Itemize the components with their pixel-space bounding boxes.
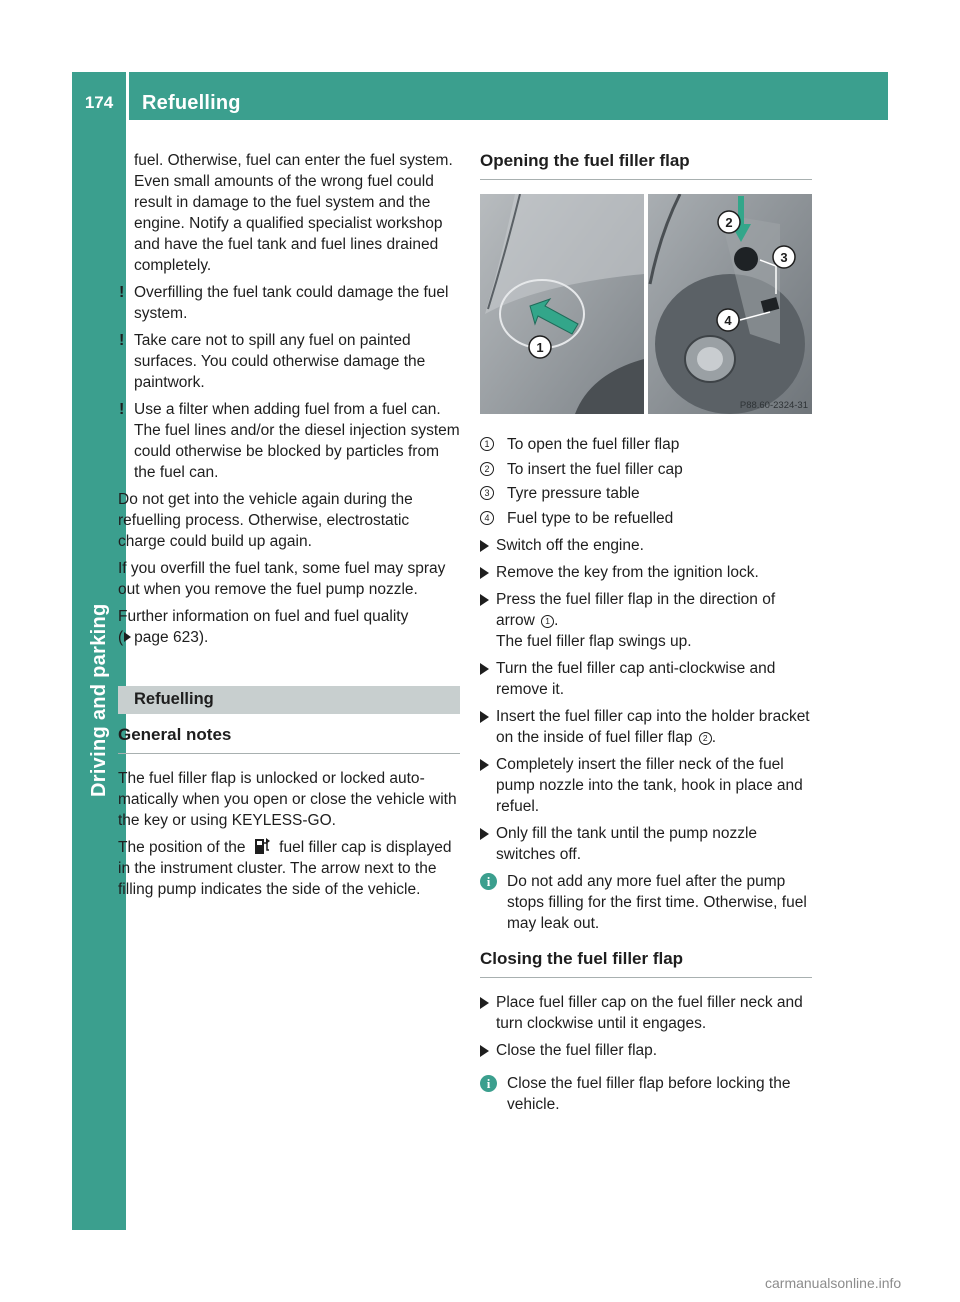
legend-number: 4	[480, 511, 494, 525]
step-item	[480, 562, 812, 583]
paragraph	[118, 837, 460, 900]
paragraph: The fuel filler flap is unlocked or locked automatically when you open or close the vehicle with the key or using KEYLESS-GO.	[118, 770, 457, 829]
section-heading: Refuelling	[118, 686, 460, 714]
opening-heading: Opening the fuel filler flap	[480, 150, 812, 180]
info-item	[480, 871, 812, 934]
warning-item	[118, 399, 460, 483]
warning-text: Use a filter when adding fuel from a fuel can. The fuel lines and/or the diesel injection system could otherwise be blocked by particles from the fuel can.	[134, 401, 460, 481]
step-text: Completely insert the filler neck of the fuel pump nozzle into the tank, hook in place and refuel.	[496, 755, 803, 815]
warning-text: Take care not to spill any fuel on painted surfaces. You could otherwise damage the paintwork.	[134, 332, 426, 391]
inline-callout: 1	[541, 615, 554, 628]
step-arrow-icon	[480, 567, 489, 579]
fuel-flap-illustration	[480, 194, 812, 414]
paragraph-text: fuel filler cap is displayed in the instrument cluster. The arrow next to the filling pump indicates the side of the vehicle.	[118, 839, 452, 898]
legend-number: 2	[480, 462, 494, 476]
page-header	[72, 72, 888, 120]
warning-icon: !	[119, 401, 125, 418]
callout-1-label: 1	[536, 340, 544, 355]
step-arrow-icon	[480, 711, 489, 723]
step-result: The fuel filler flap swings up.	[496, 632, 692, 650]
paragraph-text: The position of the	[118, 839, 246, 856]
step-item: Insert the fuel filler cap into the holder bracket on the inside of fuel filler flap 2 .	[480, 706, 812, 748]
step-text: Place fuel filler cap on the fuel filler neck and turn clockwise until it engages.	[496, 993, 803, 1032]
legend-text: Tyre pressure table	[507, 485, 640, 502]
step-item	[480, 992, 812, 1034]
step-item	[480, 658, 812, 700]
step-text: Press the fuel filler flap in the direction of arrow	[496, 590, 776, 629]
page-number: 174	[84, 93, 114, 112]
step-text: Insert the fuel filler cap into the holder bracket on the inside of fuel filler flap	[496, 707, 810, 746]
fuel-pump-icon	[254, 837, 271, 855]
page-ref-arrow-icon	[124, 632, 131, 642]
step-item	[480, 823, 812, 865]
callout-3-label: 3	[780, 250, 788, 265]
paragraph-text: Further information on fuel and fuel quality	[118, 608, 409, 625]
inline-callout: 2	[699, 732, 712, 745]
step-item	[480, 754, 812, 817]
step-item	[480, 535, 812, 556]
step-item: Press the fuel filler flap in the direction of arrow 1 . The fuel filler flap swings up.	[480, 589, 812, 652]
info-text: Do not add any more fuel after the pump stops filling for the first time. Otherwise, fuel may leak out.	[507, 872, 807, 932]
warning-item	[118, 330, 460, 393]
legend-item	[480, 508, 812, 529]
legend-item	[480, 459, 812, 480]
step-arrow-icon	[480, 663, 489, 675]
warning-item	[118, 282, 460, 324]
step-text: Only fill the tank until the pump nozzle switches off.	[496, 824, 758, 863]
page-ref-link[interactable]: page 623).	[134, 629, 209, 646]
step-arrow-icon	[480, 828, 489, 840]
warning-icon: !	[119, 332, 125, 349]
info-icon: i	[480, 1075, 497, 1092]
info-text: Close the fuel filler flap before locking the vehicle.	[507, 1074, 791, 1113]
step-text: Turn the fuel filler cap anti-clockwise and remove it.	[496, 659, 776, 698]
step-arrow-icon	[480, 540, 489, 552]
step-text: Switch off the engine.	[496, 536, 644, 554]
info-icon: i	[480, 873, 497, 890]
legend-text: To open the fuel filler flap	[507, 436, 680, 453]
warning-text: Overfilling the fuel tank could damage the fuel system.	[134, 284, 449, 322]
callout-4-label: 4	[724, 313, 732, 328]
step-arrow-icon	[480, 594, 489, 606]
legend-item	[480, 434, 812, 455]
image-code: P88.60-2324-31	[739, 400, 808, 411]
intro-paragraph: fuel. Otherwise, fuel can enter the fuel system. Even small amounts of the wrong fuel could result in damage to the fuel system and the engine. Notify a qualified specialist workshop and have the fuel tank and fuel lines drained completely.	[134, 152, 453, 274]
legend-number: 3	[480, 486, 494, 500]
watermark: carmanualsonline.info	[765, 1275, 902, 1291]
left-column	[118, 150, 460, 906]
legend-text: Fuel type to be refuelled	[507, 509, 674, 527]
closing-heading: Closing the fuel filler flap	[480, 948, 812, 978]
right-column	[480, 150, 812, 1121]
header-divider	[126, 72, 129, 120]
callout-2-label: 2	[725, 215, 733, 230]
step-item	[480, 1040, 812, 1061]
legend-number: 1	[480, 437, 494, 451]
side-tab-label: Driving and parking	[88, 603, 110, 797]
page-ref-open: (	[118, 629, 124, 646]
warning-icon: !	[119, 284, 125, 301]
paragraph: Do not get into the vehicle again during the refuelling process. Otherwise, electrostatic charge could build up again.	[118, 491, 413, 550]
step-text: Remove the key from the ignition lock.	[496, 563, 759, 581]
paragraph	[118, 606, 460, 648]
step-arrow-icon	[480, 997, 489, 1009]
step-arrow-icon	[480, 1045, 489, 1057]
info-item	[480, 1073, 812, 1115]
legend-text: To insert the fuel filler cap	[507, 460, 683, 478]
section-title: Refuelling	[142, 92, 241, 114]
fuel-flap-figure	[480, 194, 812, 424]
legend-item	[480, 483, 812, 504]
sub-heading: General notes	[118, 724, 460, 754]
step-arrow-icon	[480, 759, 489, 771]
paragraph: If you overfill the fuel tank, some fuel may spray out when you remove the fuel pump nozzle.	[118, 560, 446, 598]
step-text: Close the fuel filler flap.	[496, 1041, 658, 1059]
